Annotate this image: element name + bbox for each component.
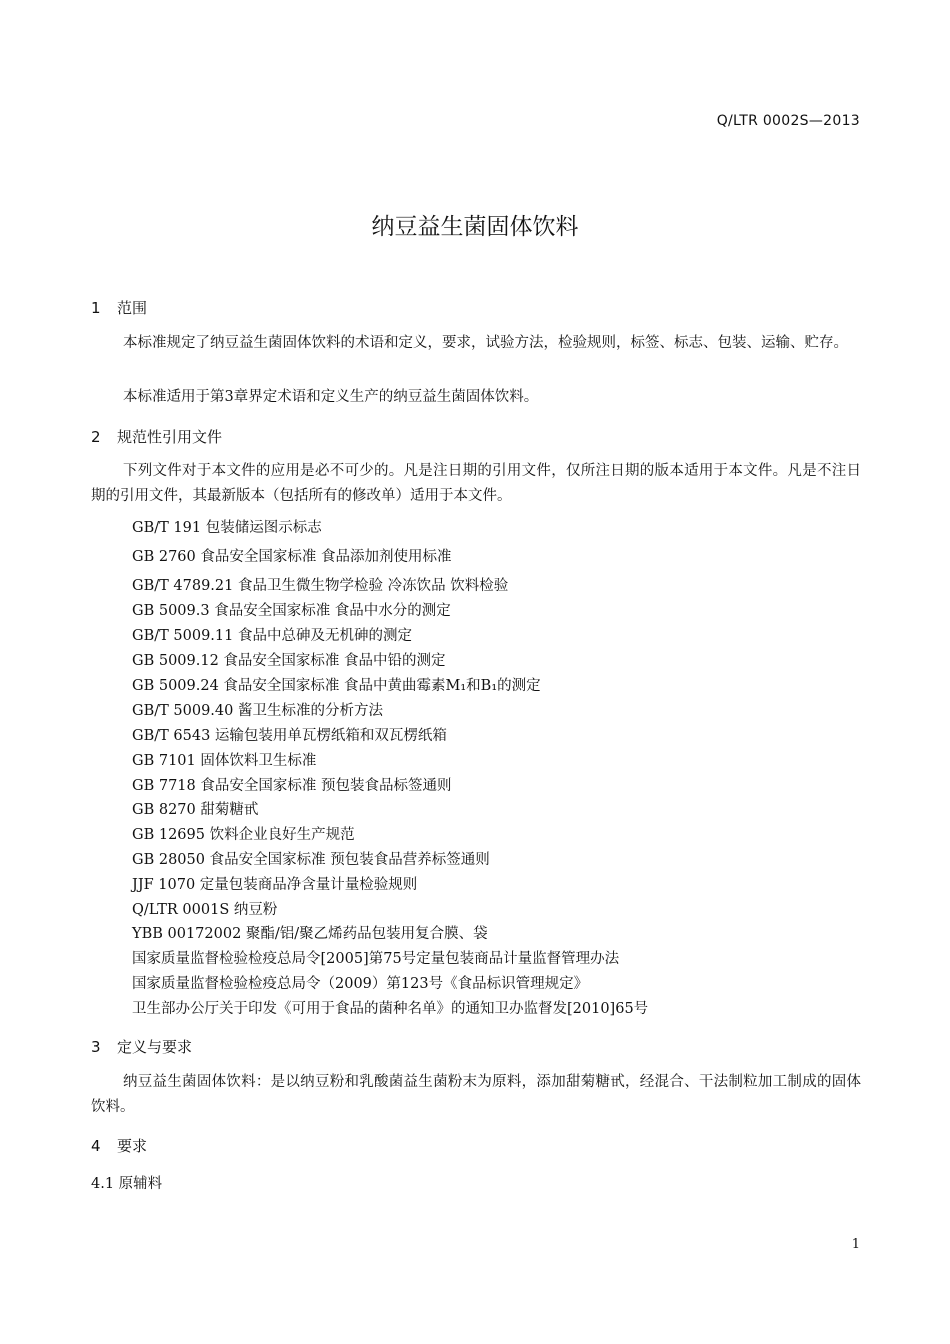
reference-item: GB 5009.12 食品安全国家标准 食品中铅的测定: [132, 653, 446, 669]
section-title: 要求: [117, 1137, 148, 1155]
reference-item: YBB 00172002 聚酯/铝/聚乙烯药品包装用复合膜、袋: [132, 926, 488, 942]
subsection-raw-materials: 4.1 原辅料: [91, 1176, 163, 1192]
reference-item: GB 8270 甜菊糖甙: [132, 802, 259, 818]
reference-item: 国家质量监督检验检疫总局令（2009）第123号《食品标识管理规定》: [132, 976, 589, 992]
section-number: 1: [91, 299, 101, 317]
reference-item: JJF 1070 定量包装商品净含量计量检验规则: [132, 877, 418, 893]
references-intro-paragraph: 下列文件对于本文件的应用是必不可少的。凡是注日期的引用文件，仅所注日期的版本适用于本文件。凡是不注日期的引用文件，其最新版本（包括所有的修改单）适用于本文件。: [91, 463, 861, 504]
reference-item: GB 5009.24 食品安全国家标准 食品中黄曲霉素M₁和B₁的测定: [132, 678, 541, 694]
reference-item: GB 7718 食品安全国家标准 预包装食品标签通则: [132, 778, 452, 794]
section-heading-requirements: [91, 1135, 147, 1156]
section-heading-scope: [91, 297, 147, 318]
standard-code: Q/LTR 0002S—2013: [716, 113, 860, 129]
section-title: 范围: [117, 299, 148, 317]
section-heading-references: [91, 426, 222, 447]
document-title: 纳豆益生菌固体饮料: [371, 214, 579, 240]
section-number: 3: [91, 1038, 101, 1056]
reference-item: GB/T 5009.11 食品中总砷及无机砷的测定: [132, 628, 412, 644]
section-number: 2: [91, 428, 101, 446]
reference-item: GB 28050 食品安全国家标准 预包装食品营养标签通则: [132, 852, 490, 868]
reference-item: GB 5009.3 食品安全国家标准 食品中水分的测定: [132, 603, 451, 619]
section-heading-definition: [91, 1036, 192, 1057]
reference-item: GB/T 191 包装储运图示标志: [132, 520, 322, 536]
reference-item: 国家质量监督检验检疫总局令[2005]第75号定量包装商品计量监督管理办法: [132, 951, 620, 967]
reference-item: 卫生部办公厅关于印发《可用于食品的菌种名单》的通知卫办监督发[2010]65号: [132, 1001, 649, 1017]
reference-item: GB/T 4789.21 食品卫生微生物学检验 冷冻饮品 饮料检验: [132, 578, 509, 594]
section-title: 规范性引用文件: [117, 428, 223, 446]
page-number: 1: [851, 1237, 860, 1252]
reference-item: GB/T 5009.40 酱卫生标准的分析方法: [132, 703, 383, 719]
reference-item: GB 12695 饮料企业良好生产规范: [132, 827, 355, 843]
section-number: 4: [91, 1137, 101, 1155]
scope-paragraph-1: 本标准规定了纳豆益生菌固体饮料的术语和定义，要求，试验方法，检验规则，标签、标志、包装、运输、贮存。: [123, 335, 848, 351]
scope-paragraph-2: 本标准适用于第3章界定术语和定义生产的纳豆益生菌固体饮料。: [123, 389, 539, 405]
reference-item: GB/T 6543 运输包装用单瓦楞纸箱和双瓦楞纸箱: [132, 728, 447, 744]
section-title: 定义与要求: [117, 1038, 193, 1056]
reference-item: GB 7101 固体饮料卫生标准: [132, 753, 317, 769]
reference-item: GB 2760 食品安全国家标准 食品添加剂使用标准: [132, 549, 452, 565]
definition-paragraph: 纳豆益生菌固体饮料：是以纳豆粉和乳酸菌益生菌粉末为原料，添加甜菊糖甙，经混合、干法制粒加工制成的固体饮料。: [91, 1074, 861, 1115]
reference-item: Q/LTR 0001S 纳豆粉: [132, 902, 278, 918]
